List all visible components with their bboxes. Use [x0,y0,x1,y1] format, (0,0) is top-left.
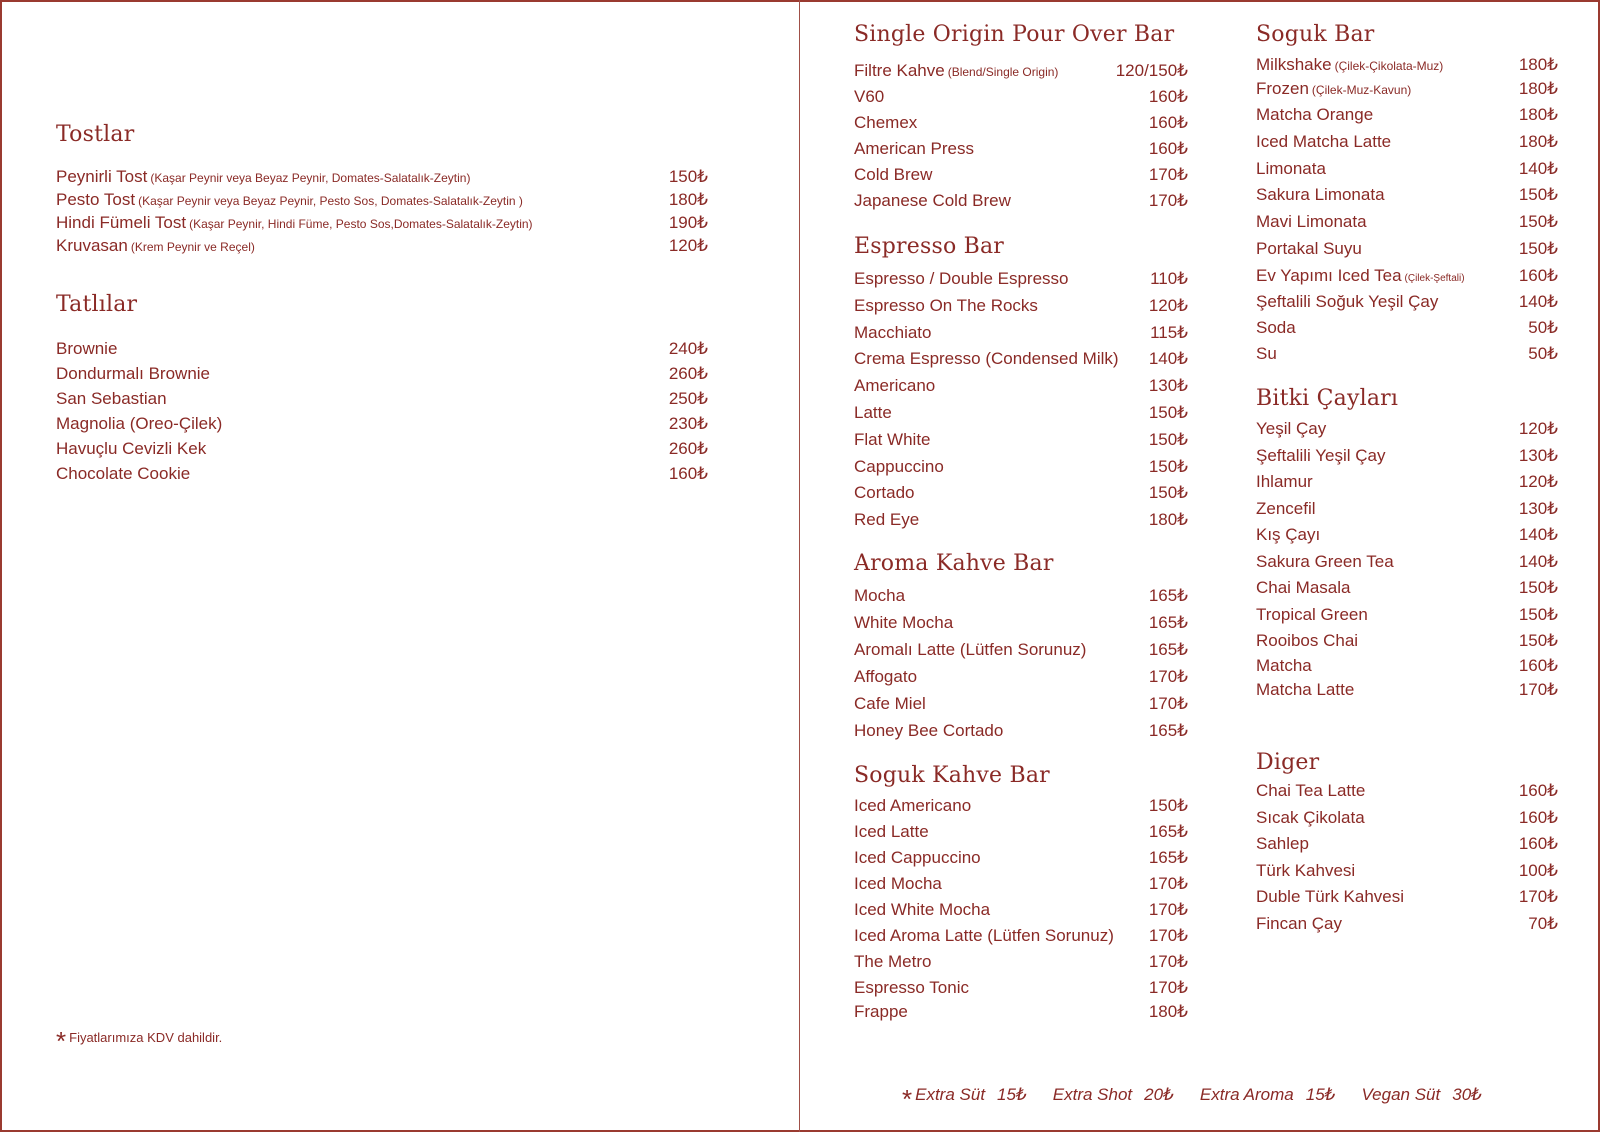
section-title: Tatlılar [56,292,138,317]
menu-item [1256,914,1558,941]
item-price: 70₺ [1528,913,1558,933]
item-name: Chocolate Cookie [56,464,191,483]
menu-item [1256,552,1558,579]
menu-item [854,296,1188,323]
item-name: Tropical Green [1256,604,1368,624]
items-list [854,796,1188,1026]
item-price: 165₺ [1148,640,1188,659]
menu-item [854,139,1188,165]
menu-item [1256,344,1558,370]
menu-item [854,483,1188,510]
extra-price: 30₺ [1452,1085,1482,1104]
item-price: 140₺ [1518,525,1558,544]
item-price: 160₺ [1148,139,1188,158]
items-list [56,167,708,259]
item-price: 260₺ [668,364,708,383]
item-name: Espresso Tonic [854,978,969,997]
menu-item [1256,605,1558,632]
item-price: 180₺ [1518,55,1558,74]
item-name: Cold Brew [854,165,933,184]
menu-item [854,952,1188,978]
item-name: Iced Cappuccino [854,848,981,867]
section-soguk-kahve-bar [854,763,1188,1026]
extra-item [915,1085,1027,1105]
menu-item [56,190,708,213]
item-price: 150₺ [1148,796,1188,815]
item-price: 170₺ [1148,694,1188,713]
extra-name: Vegan Süt [1361,1085,1441,1104]
item-name: Matcha [1256,656,1312,675]
menu-item [854,667,1188,694]
item-price: 165₺ [1148,822,1188,841]
item-price: 150₺ [668,167,708,186]
menu-item [854,613,1188,640]
item-name: Magnolia (Oreo-Çilek) [56,414,223,433]
menu-item [56,236,708,259]
extra-price: 20₺ [1144,1085,1174,1104]
footnote-text: Fiyatlarımıza KDV dahildir. [69,1030,223,1045]
item-price: 160₺ [1518,656,1558,675]
item-price: 180₺ [1518,79,1558,98]
item-name: Filtre Kahve [854,61,945,80]
item-name: Espresso / Double Espresso [854,269,1069,288]
section-bitki-caylari [1256,386,1558,704]
section-title: Soguk Kahve Bar [854,763,1050,788]
menu-item [854,796,1188,822]
menu-item [1256,781,1558,808]
menu-item [854,403,1188,430]
item-price: 150₺ [1518,604,1558,624]
asterisk-icon: * [56,1026,67,1056]
extra-name: Extra Aroma [1199,1085,1294,1104]
menu-item [1256,578,1558,605]
item-name: Red Eye [854,510,920,530]
item-note: (Çilek-Şeftali) [1404,273,1465,284]
menu-item [1256,79,1558,105]
item-price: 170₺ [1148,926,1188,945]
item-name: Soda [1256,318,1296,337]
menu-item [1256,292,1558,318]
item-price: 230₺ [668,414,708,433]
item-price: 160₺ [1148,87,1188,106]
item-price: 150₺ [1148,483,1188,503]
item-name: Affogato [854,667,918,686]
item-name: Mocha [854,586,906,605]
item-name: Frozen [1256,79,1309,98]
menu-item [1256,472,1558,499]
item-name: Japanese Cold Brew [854,191,1011,210]
menu-item [854,926,1188,952]
menu-item [1256,680,1558,704]
item-name: Fincan Çay [1256,913,1342,933]
menu-item [854,694,1188,721]
item-price: 150₺ [1148,456,1188,476]
section-tatlilar [56,292,708,489]
item-note: (Kaşar Peynir, Hindi Füme, Pesto Sos,Domates-Salatalık-Zeytin) [189,217,533,231]
item-price: 165₺ [1148,721,1188,740]
menu-item [854,586,1188,613]
menu-item [854,640,1188,667]
menu-item [854,900,1188,926]
item-price: 165₺ [1148,613,1188,632]
items-list [56,339,708,489]
item-price: 180₺ [1148,510,1188,530]
item-name: Sahlep [1256,834,1309,853]
menu-item [854,430,1188,457]
item-price: 160₺ [668,464,708,483]
item-price: 150₺ [1518,631,1558,650]
menu-item [854,87,1188,113]
item-price: 160₺ [1518,781,1558,800]
item-price: 160₺ [1518,266,1558,285]
menu-item [56,389,708,414]
section-single-origin [854,22,1188,217]
vat-footnote [56,1018,223,1056]
item-price: 240₺ [668,339,708,358]
item-name: Latte [854,402,892,422]
item-price: 140₺ [1518,292,1558,311]
items-list [854,586,1188,748]
item-name: San Sebastian [56,389,167,408]
item-name: Limonata [1256,159,1326,178]
item-name: Kruvasan [56,236,128,255]
menu-item [854,349,1188,376]
section-title: Espresso Bar [854,234,1004,259]
menu-item [854,1002,1188,1026]
section-aroma-kahve-bar [854,551,1188,748]
item-name: Aromalı Latte (Lütfen Sorunuz) [854,640,1087,659]
extra-name: Extra Süt [915,1085,986,1104]
item-price: 120/150₺ [1115,61,1188,80]
item-name: Cappuccino [854,456,944,476]
item-name: Iced Matcha Latte [1256,132,1392,151]
items-list [1256,419,1558,704]
menu-item [1256,861,1558,888]
menu-item [1256,212,1558,239]
item-price: 260₺ [668,439,708,458]
menu-item [1256,105,1558,132]
menu-item [1256,318,1558,344]
item-name: V60 [854,87,885,106]
item-note: (Kaşar Peynir veya Beyaz Peynir, Domates-Salatalık-Zeytin) [150,171,471,185]
menu-item [1256,887,1558,914]
extra-price: 15₺ [1305,1085,1336,1104]
item-name: Iced White Mocha [854,900,991,919]
menu-item [56,439,708,464]
menu-item [1256,132,1558,159]
extra-item [1053,1085,1174,1105]
item-price: 160₺ [1518,834,1558,853]
item-price: 250₺ [668,389,708,408]
items-list [1256,781,1558,940]
item-price: 140₺ [1518,159,1558,178]
item-name: Mavi Limonata [1256,212,1367,231]
item-price: 140₺ [1518,551,1558,571]
menu-item [854,848,1188,874]
item-name: Iced Latte [854,822,929,841]
menu-item [854,457,1188,484]
menu-item [854,376,1188,403]
item-name: Türk Kahvesi [1256,860,1356,880]
item-price: 170₺ [1148,900,1188,919]
item-name: Yeşil Çay [1256,419,1327,438]
item-name: Milkshake [1256,55,1332,74]
item-name: Ev Yapımı Iced Tea [1256,266,1402,285]
item-price: 150₺ [1518,185,1558,204]
menu-item [1256,159,1558,185]
page-spine [799,0,800,1132]
menu-item [56,464,708,489]
section-title: Tostlar [56,122,135,147]
item-price: 170₺ [1148,874,1188,893]
item-name: Cafe Miel [854,694,926,713]
item-price: 140₺ [1148,349,1188,369]
item-name: Matcha Latte [1256,680,1355,699]
menu-item [854,61,1188,87]
item-price: 160₺ [1148,113,1188,132]
menu-item [1256,419,1558,446]
item-price: 130₺ [1148,376,1188,396]
item-price: 190₺ [668,213,708,232]
menu-item [56,339,708,364]
item-price: 170₺ [1518,680,1558,699]
item-price: 180₺ [668,190,708,209]
section-title: Soguk Bar [1256,22,1375,47]
extra-item [1200,1085,1336,1105]
item-price: 165₺ [1148,848,1188,867]
item-price: 120₺ [1518,419,1558,438]
menu-item [1256,834,1558,861]
item-price: 150₺ [1518,212,1558,231]
item-name: Chai Tea Latte [1256,781,1366,800]
item-name: Matcha Orange [1256,105,1374,124]
item-name: Brownie [56,339,118,358]
item-name: Kış Çayı [1256,525,1321,544]
item-name: Sakura Green Tea [1256,551,1394,571]
menu-item [1256,446,1558,473]
menu-item [1256,525,1558,552]
item-name: Chai Masala [1256,578,1351,597]
item-price: 170₺ [1148,667,1188,686]
section-title: Bitki Çayları [1256,386,1399,411]
item-price: 150₺ [1148,402,1188,422]
menu-item [56,414,708,439]
item-note: (Çilek-Muz-Kavun) [1311,83,1412,97]
menu-item [56,213,708,236]
item-name: Su [1256,344,1277,363]
item-note: (Blend/Single Origin) [947,65,1059,79]
items-list [854,61,1188,217]
menu-item [854,978,1188,1002]
menu-item [56,167,708,190]
items-list [854,269,1188,537]
item-name: Zencefil [1256,498,1316,518]
menu-item [854,822,1188,848]
items-list [1256,55,1558,370]
item-price: 180₺ [1148,1002,1188,1021]
item-name: Espresso On The Rocks [854,295,1038,315]
item-name: Iced Aroma Latte (Lütfen Sorunuz) [854,926,1114,945]
item-price: 180₺ [1518,132,1558,151]
menu-item [1256,631,1558,656]
item-name: Havuçlu Cevizli Kek [56,439,207,458]
menu-item [854,113,1188,139]
menu-item [56,364,708,389]
item-price: 170₺ [1148,952,1188,971]
section-tostlar [56,122,708,259]
item-note: (Çilek-Çikolata-Muz) [1334,59,1444,73]
item-name: White Mocha [854,613,954,632]
section-espresso-bar [854,234,1188,537]
extra-price: 15₺ [997,1085,1027,1104]
item-name: Sıcak Çikolata [1256,807,1365,827]
item-price: 170₺ [1148,978,1188,997]
item-name: Şeftalili Yeşil Çay [1256,445,1386,465]
item-name: Frappe [854,1002,908,1021]
extras-bar [902,1076,1482,1114]
item-name: Crema Espresso (Condensed Milk) [854,349,1119,369]
section-title: Aroma Kahve Bar [854,551,1054,576]
extra-name: Extra Shot [1052,1085,1133,1104]
item-name: Iced Americano [854,796,972,815]
item-name: Hindi Fümeli Tost [56,213,187,232]
item-name: Flat White [854,429,931,449]
menu-item [1256,55,1558,79]
item-name: Ihlamur [1256,472,1313,491]
item-name: Portakal Suyu [1256,239,1362,258]
item-price: 110₺ [1150,269,1188,288]
item-name: Cortado [854,483,915,503]
item-name: Iced Mocha [854,874,942,893]
menu-item [854,191,1188,217]
menu-item [1256,266,1558,292]
item-price: 120₺ [1148,295,1188,315]
item-price: 50₺ [1528,344,1558,363]
item-note: (Kaşar Peynir veya Beyaz Peynir, Pesto Sos, Domates-Salatalık-Zeytin ) [138,194,523,208]
item-price: 170₺ [1148,191,1188,210]
item-name: Americano [854,376,936,396]
section-diger [1256,750,1558,940]
item-name: Macchiato [854,322,932,342]
item-price: 130₺ [1518,498,1558,518]
section-soguk-bar [1256,22,1558,370]
item-price: 180₺ [1518,105,1558,124]
extra-item [1361,1085,1482,1105]
item-price: 170₺ [1518,887,1558,906]
menu-item [854,510,1188,537]
menu-item [1256,185,1558,212]
item-price: 150₺ [1518,239,1558,258]
menu-item [854,269,1188,296]
item-price: 150₺ [1518,578,1558,597]
menu-item [1256,499,1558,526]
item-price: 165₺ [1148,586,1188,605]
menu-item [854,165,1188,191]
item-name: American Press [854,139,974,158]
item-price: 115₺ [1150,322,1188,342]
menu-item [854,323,1188,350]
item-name: Dondurmalı Brownie [56,364,211,383]
item-name: Sakura Limonata [1256,185,1385,204]
item-name: Şeftalili Soğuk Yeşil Çay [1256,292,1439,311]
menu-item [854,721,1188,748]
item-name: Chemex [854,113,918,132]
item-price: 160₺ [1518,807,1558,827]
menu-item [1256,239,1558,266]
section-title: Diger [1256,750,1320,775]
item-price: 50₺ [1528,318,1558,337]
item-price: 120₺ [1518,472,1558,491]
item-price: 170₺ [1148,165,1188,184]
item-name: Honey Bee Cortado [854,721,1004,740]
item-name: The Metro [854,952,932,971]
item-name: Duble Türk Kahvesi [1256,887,1405,906]
item-name: Pesto Tost [56,190,136,209]
item-price: 130₺ [1518,445,1558,465]
item-price: 150₺ [1148,429,1188,449]
item-price: 120₺ [668,236,708,255]
item-name: Rooibos Chai [1256,631,1359,650]
item-note: (Krem Peynir ve Reçel) [130,240,255,254]
section-title: Single Origin Pour Over Bar [854,22,1175,47]
asterisk-icon: * [902,1084,913,1114]
menu-item [1256,808,1558,835]
menu-item [854,874,1188,900]
item-name: Peynirli Tost [56,167,148,186]
item-price: 100₺ [1518,860,1558,880]
menu-item [1256,656,1558,680]
